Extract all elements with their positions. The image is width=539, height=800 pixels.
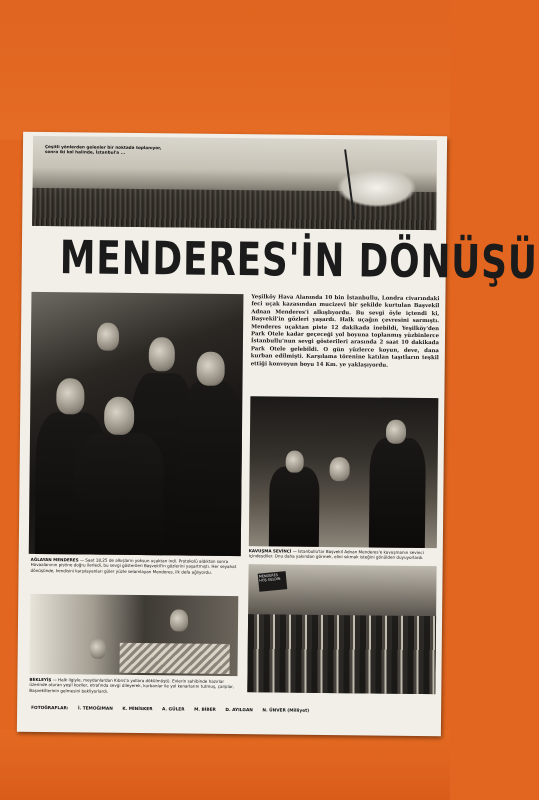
- article-text: Yeşilköy Hava Alanında 10 bin İstanbullu, Londra civarındaki feci uçak kazasından mucizevi bir şekilde kurtulan Başvekil Adnan Menderes'i alkışlıyordu. Bu sevgi öyle içtendi ki, Başvekil'in gözleri yaşardı. Halk uçağın çevresini sarmıştı. Menderes uçaktan piste 12 dakikada inebildi, Yeşilköy'den Park Otele kadar geçeceği yol boyuna toplanmış yüzbinlerce İstanbullu'nun sevgi gösterileri arasında 2 saat 10 dakikada Park Otele gelebildi. O gün yüzlerce koyun, deve, dana kurban edilmişti. Karşılama törenine katılan taşıtların teşkil ettiği konvoyun boyu 14 Km. ye yaklaşıyordu.: [250, 294, 440, 369]
- credits-label: FOTOĞRAFLAR:: [31, 705, 69, 712]
- face-back: [97, 323, 119, 351]
- face-top: [149, 337, 175, 371]
- reunion-face-2: [386, 420, 406, 444]
- main-caption: [31, 557, 241, 575]
- credit-item: M. BİBER: [194, 707, 216, 713]
- background-top: [0, 0, 450, 140]
- page-headline: MENDERES'İN DÖNÜŞÜ: [59, 230, 538, 290]
- airport-crowd-photo: [32, 136, 437, 230]
- reunion-figure-2: [369, 437, 426, 548]
- reunion-face-3: [330, 457, 350, 481]
- waiting-photo: [29, 594, 238, 676]
- street-crowd: [247, 614, 436, 694]
- credit-item: İ. TEMOĞIMAN: [77, 706, 113, 712]
- waiting-face-1: [90, 639, 106, 659]
- main-caption-text: — Saat 18,25 de alkışların yoksun uçaktan indi. Protokolü aldıktan sonra Havaalanının pistine doğru ilerledi, bu sevgi gösterileri Başvekil'in gözlerini yaşartmıştı. Her seyahat dönüşünde, kendisini karşılayanları güler yüzle selamlayan Menderes, ilk defa ağlıyordu.: [30, 557, 237, 575]
- magazine-page: [17, 132, 538, 736]
- waiting-face-2: [170, 609, 188, 631]
- figure-right: [179, 381, 243, 556]
- credit-item: D. AYILGAN: [225, 707, 253, 714]
- welcome-sign: MENDERES HOŞ GELDİN: [258, 571, 288, 592]
- reunion-figure-1: [269, 466, 320, 547]
- reunion-caption-text: — İstanbullu'lar Başvekil Adnan Menderes'e kavuşmanın sevinci içindeydiler. Onu daha yakından görmek, elini sıkmak isteğini gönülden duyuyorlardı.: [248, 548, 424, 561]
- reunion-caption-title: KAVUŞMA SEVİNCİ: [248, 548, 292, 554]
- face-left: [56, 378, 84, 414]
- reunion-face-1: [286, 451, 304, 473]
- credit-item: N. ÜNVER (Milliyet): [262, 708, 310, 714]
- reunion-photo: [249, 396, 439, 548]
- waiting-caption-text: — Halk ilgiyle, meydanlardan Kıbrıs'a yollara dökülmüştü. Evlerin sahibinde hazırlar üzerinde oturan yeşil koziler, etrafında sevgi dileyerek, kurbanlar ile yol kenarlarını tutmuş, çarşılar, Başvekillerinin gelmesini bekliyorlardı.: [29, 677, 235, 694]
- reunion-caption: [249, 548, 437, 561]
- figure-center: [73, 432, 164, 555]
- menderes-photo: [29, 292, 244, 556]
- face-center: [104, 397, 134, 435]
- main-caption-title: AĞLAYAN MENDERES: [30, 556, 79, 563]
- waiting-caption-title: BEKLEYİŞ: [29, 676, 52, 683]
- top-photo-caption: Çeşitli yönlerden gelenler bir noktada toplanıyor, sonra iki kol halinde, İstanbul'a ...: [44, 144, 162, 156]
- face-right: [197, 352, 225, 386]
- background-bottom: [0, 730, 450, 800]
- waiting-caption: [29, 677, 237, 695]
- street-crowd-photo: [247, 564, 436, 694]
- photo-credits: [31, 706, 435, 716]
- credit-item: K. MİNİSKER: [122, 706, 153, 713]
- credit-item: A. GÜLER: [162, 707, 185, 713]
- rug-pattern: [119, 643, 229, 674]
